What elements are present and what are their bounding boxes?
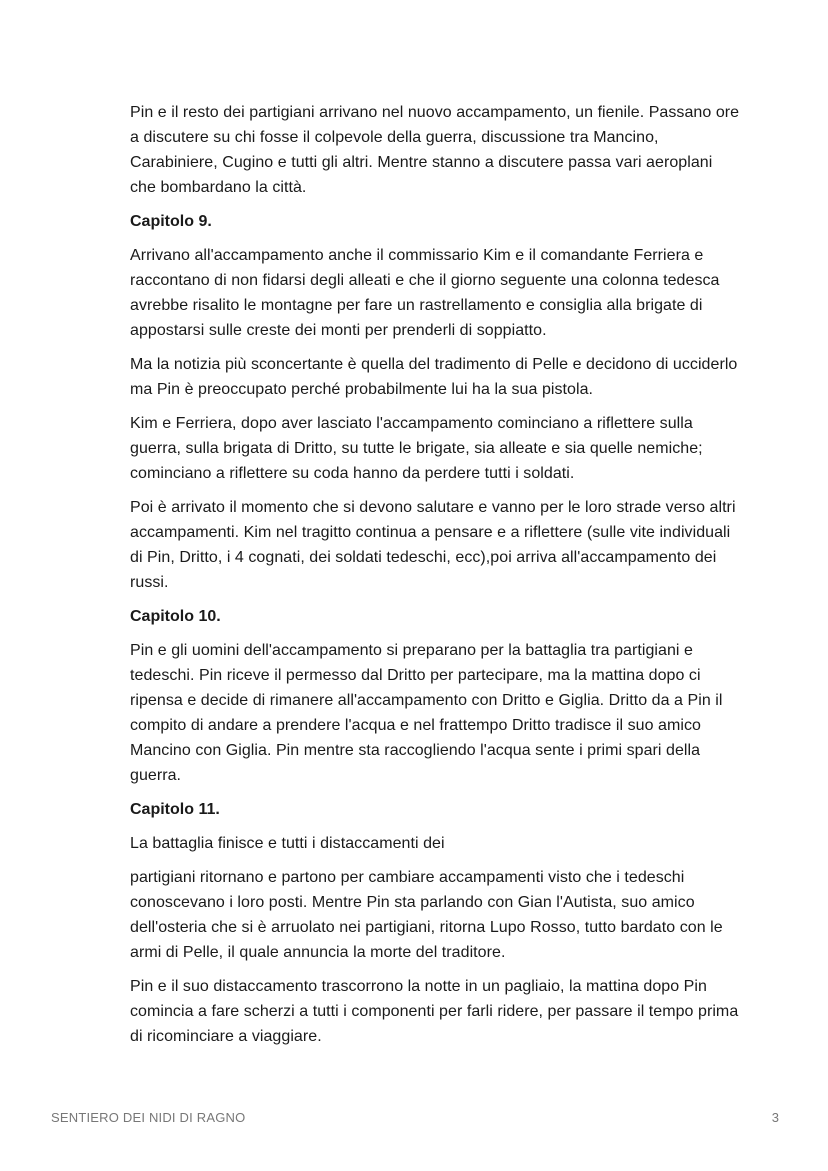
chapter-heading: Capitolo 10.	[130, 608, 221, 625]
chapter-heading: Capitolo 11.	[130, 801, 220, 818]
paragraph: Ma la notizia più sconcertante è quella del tradimento di Pelle e decidono di ucciderlo ma Pin è preoccupato perché probabilmente lui ha la sua pistola.	[130, 356, 738, 398]
paragraph: Kim e Ferriera, dopo aver lasciato l'accampamento cominciano a riflettere sulla guerra, sulla brigata di Dritto, su tutte le brigate, sia alleate e sia quelle nemiche; cominciano a riflettere su coda hanno da perdere tutti i soldati.	[130, 415, 703, 482]
chapter-heading: Capitolo 9.	[130, 213, 212, 230]
footer-document-title: SENTIERO DEI NIDI DI RAGNO	[51, 1110, 246, 1125]
paragraph: Pin e il resto dei partigiani arrivano nel nuovo accampamento, un fienile. Passano ore a discutere su chi fosse il colpevole della guerra, discussione tra Mancino, Carabiniere, Cugino e tutti gli altri. Mentre stanno a discutere passa vari aeroplani che bombardano la città.	[130, 104, 740, 196]
paragraph: Pin e gli uomini dell'accampamento si preparano per la battaglia tra partigiani e tedeschi. Pin riceve il permesso dal Dritto per partecipare, ma la mattina dopo ci ripensa e decide di rimanere all'accampamento con Dritto e Giglia. Dritto da a Pin il compito di andare a prendere l'acqua e nel frattempo Dritto tradisce il suo amico Mancino con Giglia. Pin mentre sta raccogliendo l'acqua sente i primi spari della guerra.	[130, 642, 723, 784]
paragraph: La battaglia finisce e tutti i distaccamenti dei	[130, 835, 445, 852]
footer-page-number: 3	[771, 1110, 779, 1125]
paragraph: Pin e il suo distaccamento trascorrono la notte in un pagliaio, la mattina dopo Pin comincia a fare scherzi a tutti i componenti per farli ridere, per passare il tempo prima di ricominciare a viaggiare.	[130, 978, 739, 1045]
paragraph: Arrivano all'accampamento anche il commissario Kim e il comandante Ferriera e raccontano di non fidarsi degli alleati e che il giorno seguente una colonna tedesca avrebbe risalito le montagne per fare un rastrellamento e consiglia alla brigate di appostarsi sulle creste dei monti per prenderli di soppiatto.	[130, 247, 720, 339]
page-body	[130, 100, 740, 1058]
paragraph: Poi è arrivato il momento che si devono salutare e vanno per le loro strade verso altri accampamenti. Kim nel tragitto continua a pensare e a riflettere (sulle vite individuali di Pin, Dritto, i 4 cognati, dei soldati tedeschi, ecc),poi arriva all'accampamento dei russi.	[130, 499, 736, 591]
paragraph: partigiani ritornano e partono per cambiare accampamenti visto che i tedeschi conoscevano i loro posti. Mentre Pin sta parlando con Gian l'Autista, suo amico dell'osteria che si è arruolato nei partigiani, ritorna Lupo Rosso, tutto bardato con le armi di Pelle, il quale annuncia la morte del traditore.	[130, 869, 723, 961]
